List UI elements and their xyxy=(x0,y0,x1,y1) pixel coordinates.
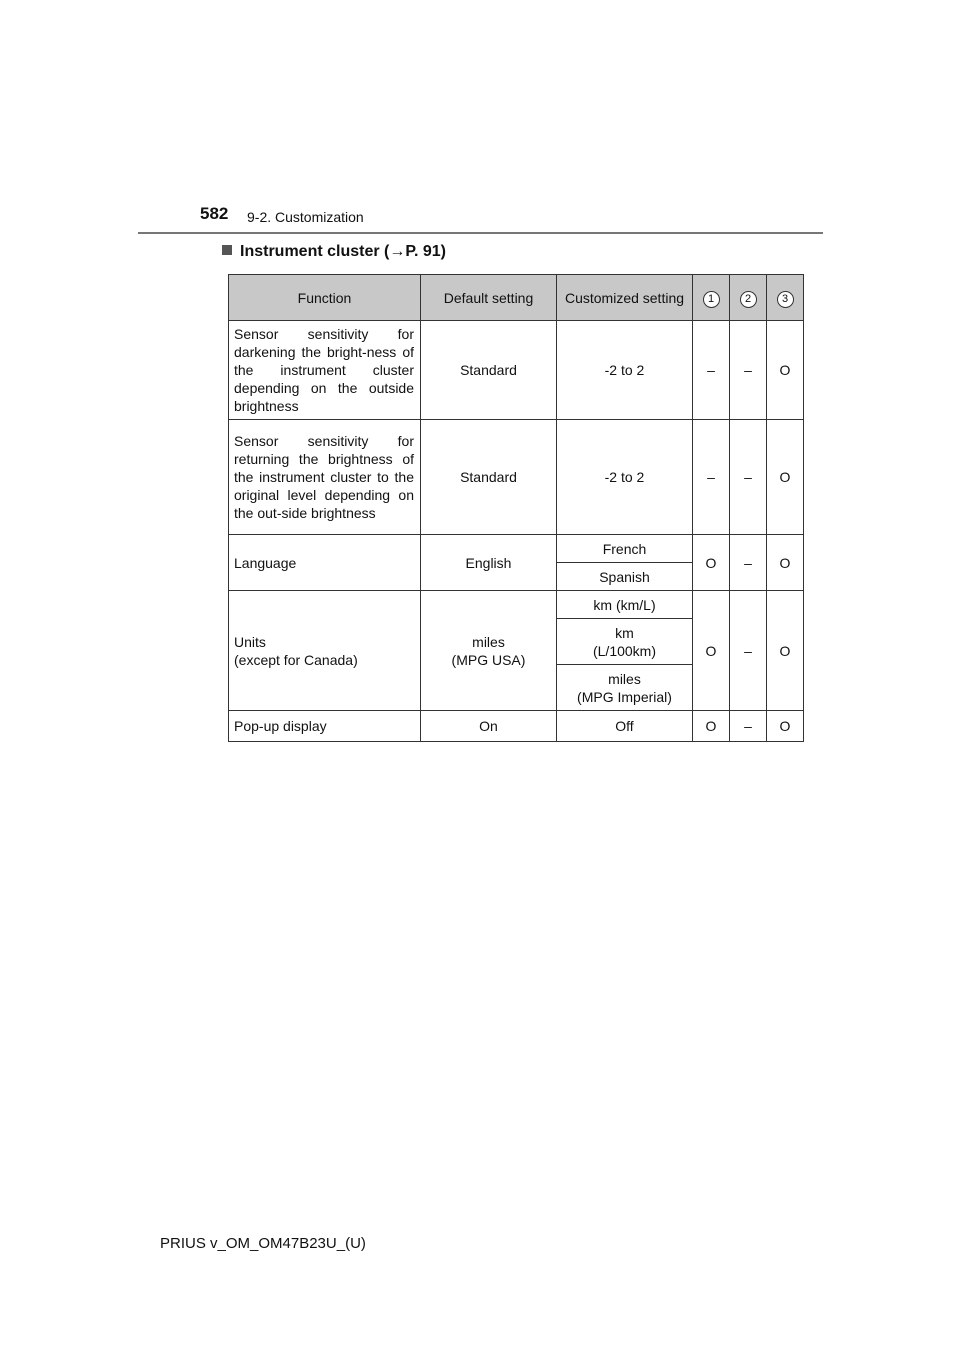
cell-function: Sensor sensitivity for darkening the bright-ness of the instrument cluster depending on the outside brightness xyxy=(229,321,421,420)
section-title: 9-2. Customization xyxy=(247,209,364,225)
cell-col-2: – xyxy=(730,420,767,535)
option-unit-note: (L/100km) xyxy=(592,642,657,659)
table-header-row xyxy=(229,275,804,321)
cell-function: Sensor sensitivity for returning the brightness of the instrument cluster to the original level depending on the out-side brightness xyxy=(229,420,421,535)
cell-col-3: O xyxy=(767,591,804,711)
cell-default: Standard xyxy=(421,321,557,420)
header-col-3 xyxy=(767,275,804,321)
cell-function: Language xyxy=(229,535,421,591)
circled-1-icon: 1 xyxy=(703,291,720,308)
header-divider xyxy=(138,232,823,234)
cell-default: English xyxy=(421,535,557,591)
cell-col-1: O xyxy=(693,591,730,711)
cell-customized-option xyxy=(557,665,693,711)
option-unit: km xyxy=(615,624,634,641)
cell-col-2: – xyxy=(730,535,767,591)
header-default-setting: Default setting xyxy=(421,275,557,321)
header-customized-setting: Customized setting xyxy=(557,275,693,321)
subheading-title: Instrument cluster (→P. 91) xyxy=(240,243,446,260)
header-col-2 xyxy=(730,275,767,321)
circled-3-icon: 3 xyxy=(777,291,794,308)
subheading xyxy=(222,243,446,261)
cell-customized-option xyxy=(557,619,693,665)
header-function: Function xyxy=(229,275,421,321)
cell-customized-option: Spanish xyxy=(557,563,693,591)
footer-document-code: PRIUS v_OM_OM47B23U_(U) xyxy=(160,1235,366,1252)
table-row xyxy=(229,535,804,563)
cell-col-1: O xyxy=(693,535,730,591)
default-unit-note: (MPG USA) xyxy=(451,651,526,668)
cell-col-3: O xyxy=(767,321,804,420)
table-row xyxy=(229,591,804,619)
units-note: (except for Canada) xyxy=(234,651,358,668)
cell-col-1: – xyxy=(693,321,730,420)
table-row xyxy=(229,321,804,420)
square-bullet-icon xyxy=(222,245,232,255)
option-unit-note: (MPG Imperial) xyxy=(577,688,672,705)
cell-col-2: – xyxy=(730,711,767,742)
circled-2-icon: 2 xyxy=(740,291,757,308)
cell-customized-option: French xyxy=(557,535,693,563)
header-col-1 xyxy=(693,275,730,321)
cell-col-1: – xyxy=(693,420,730,535)
cell-col-3: O xyxy=(767,535,804,591)
default-unit: miles xyxy=(472,633,505,650)
customization-table xyxy=(228,274,804,742)
cell-default: On xyxy=(421,711,557,742)
cell-customized: Off xyxy=(557,711,693,742)
cell-function xyxy=(229,591,421,711)
cell-function: Pop-up display xyxy=(229,711,421,742)
cell-col-3: O xyxy=(767,420,804,535)
option-unit: miles xyxy=(608,670,641,687)
table-row xyxy=(229,711,804,742)
cell-customized-option: km (km/L) xyxy=(557,591,693,619)
cell-default xyxy=(421,591,557,711)
cell-customized: -2 to 2 xyxy=(557,420,693,535)
cell-col-2: – xyxy=(730,591,767,711)
cell-col-3: O xyxy=(767,711,804,742)
page-number: 582 xyxy=(200,204,229,223)
table-row xyxy=(229,420,804,535)
cell-customized: -2 to 2 xyxy=(557,321,693,420)
cell-default: Standard xyxy=(421,420,557,535)
cell-col-2: – xyxy=(730,321,767,420)
cell-col-1: O xyxy=(693,711,730,742)
units-label: Units xyxy=(234,633,266,650)
